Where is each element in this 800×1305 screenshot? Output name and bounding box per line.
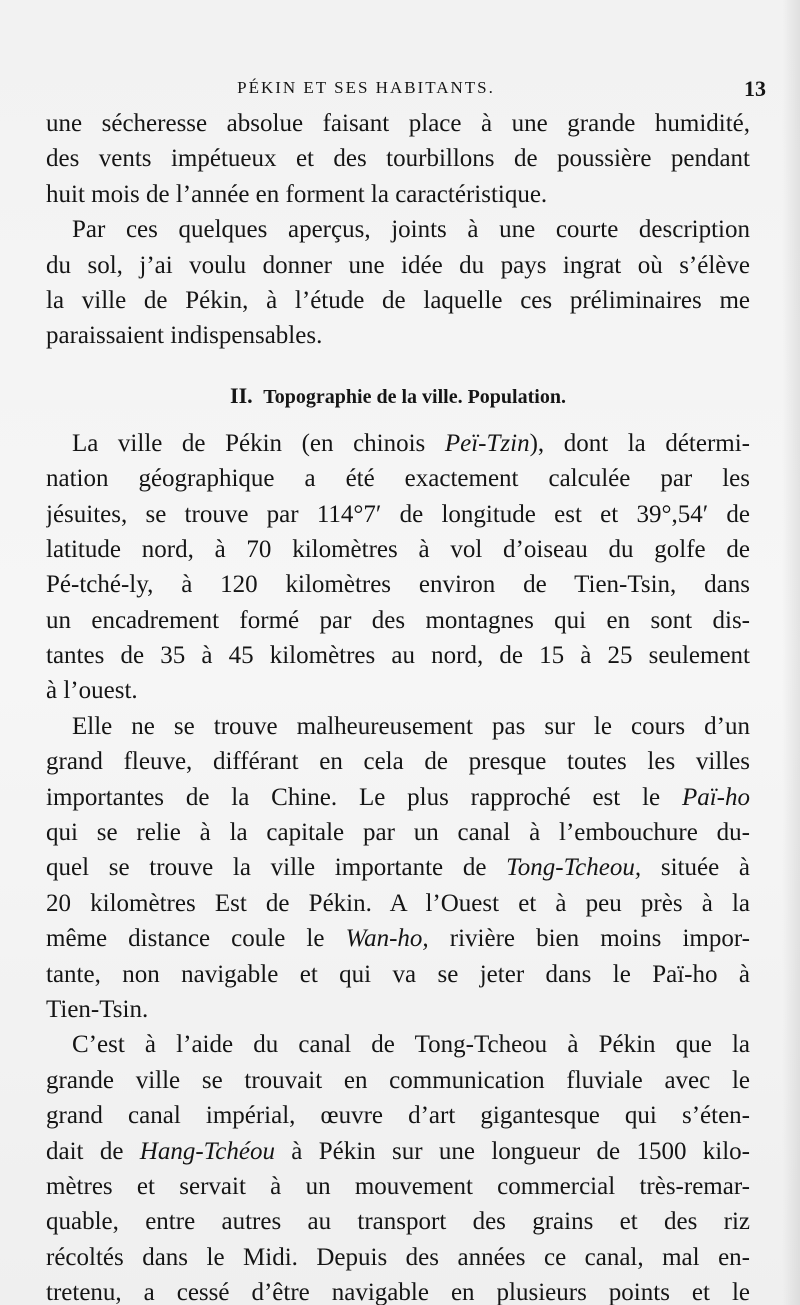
text-line: nation géographique a été exactement calculée par les bbox=[46, 465, 750, 493]
text-run: même distance coule le bbox=[46, 925, 346, 953]
text-line: tante, non navigable et qui va se jeter dans le Paï-ho à bbox=[46, 960, 750, 988]
text-line: huit mois de l’année en forment la caractéristique. bbox=[46, 180, 548, 208]
text-run: importantes de la Chine. Le plus rapproché est le bbox=[46, 783, 682, 811]
text-line: du sol, j’ai voulu donner une idée du pays ingrat où s’élève bbox=[46, 251, 750, 279]
text-line: 20 kilomètres Est de Pékin. A l’Ouest et à peu près à la bbox=[46, 889, 750, 917]
page-edge-shadow bbox=[782, 0, 800, 1305]
text-line: Elle ne se trouve malheureusement pas sur le cours d’un bbox=[72, 712, 750, 740]
italic-place-name: Wan-ho, bbox=[345, 925, 429, 953]
text-line: Tien-Tsin. bbox=[46, 995, 149, 1023]
text-line: tantes de 35 à 45 kilomètres au nord, de 15 à 25 seulement bbox=[46, 642, 750, 670]
text-line: quable, entre autres au transport des grains et des riz bbox=[46, 1208, 750, 1236]
text-line: mètres et servait à un mouvement commercial très-remar- bbox=[46, 1172, 750, 1200]
text-run: dait de bbox=[46, 1137, 140, 1165]
italic-place-name: Tong-Tcheou, bbox=[506, 854, 642, 882]
text-line: paraissaient indispensables. bbox=[46, 322, 323, 350]
text-line: jésuites, se trouve par 114°7′ de longitude est et 39°,54′ de bbox=[46, 500, 750, 528]
body-text bbox=[46, 106, 750, 1305]
text-line bbox=[46, 426, 750, 461]
text-line: C’est à l’aide du canal de Tong-Tcheou à Pékin que la bbox=[72, 1031, 750, 1059]
text-line: Pé-tché-ly, à 120 kilomètres environ de Tien-Tsin, dans bbox=[46, 571, 750, 599]
text-line: grand canal impérial, œuvre d’art gigantesque qui s’éten- bbox=[46, 1102, 750, 1130]
running-header bbox=[46, 76, 766, 106]
text-line: à l’ouest. bbox=[46, 677, 138, 705]
text-line: latitude nord, à 70 kilomètres à vol d’oiseau du golfe de bbox=[46, 535, 750, 563]
text-line bbox=[46, 850, 750, 885]
text-line: un encadrement formé par des montagnes qui en sont dis- bbox=[46, 606, 750, 634]
text-line: une sécheresse absolue faisant place à une grande humidité, bbox=[46, 110, 750, 137]
text-line: grand fleuve, différant en cela de presque toutes les villes bbox=[46, 748, 750, 776]
text-line: qui se relie à la capitale par un canal à l’embouchure du- bbox=[46, 819, 750, 847]
section-number: II. bbox=[230, 382, 253, 408]
text-line: des vents impétueux et des tourbillons de poussière pendant bbox=[46, 145, 750, 173]
text-run: à Pékin sur une longueur de 1500 kilo- bbox=[274, 1137, 750, 1165]
page-number: 13 bbox=[744, 76, 766, 101]
text-line: grande ville se trouvait en communication fluviale avec le bbox=[46, 1066, 750, 1094]
italic-place-name: Peï-Tzin bbox=[444, 429, 530, 457]
italic-place-name: Hang-Tchéou bbox=[139, 1137, 275, 1165]
section-title: Topographie de la ville. Population. bbox=[263, 385, 566, 408]
text-line: récoltés dans le Midi. Depuis des années ce canal, mal en- bbox=[46, 1243, 750, 1271]
text-line bbox=[46, 1134, 750, 1169]
text-run: rivière bien moins impor- bbox=[428, 925, 750, 953]
section-heading bbox=[46, 378, 750, 414]
text-line bbox=[46, 780, 750, 815]
text-line: la ville de Pékin, à l’étude de laquelle ces préliminaires me bbox=[46, 286, 750, 314]
text-run: située à bbox=[641, 854, 750, 882]
text-run: ), dont la détermi- bbox=[529, 429, 750, 457]
text-line: tretenu, a cessé d’être navigable en plusieurs points et le bbox=[46, 1279, 750, 1305]
text-line: Par ces quelques aperçus, joints à une courte description bbox=[72, 216, 750, 244]
text-line bbox=[46, 921, 750, 956]
italic-place-name: Paï-ho bbox=[681, 783, 750, 811]
text-run: La ville de Pékin (en chinois bbox=[72, 429, 445, 457]
running-title: PÉKIN ET SES HABITANTS. bbox=[237, 78, 495, 97]
text-run: quel se trouve la ville importante de bbox=[46, 854, 507, 882]
